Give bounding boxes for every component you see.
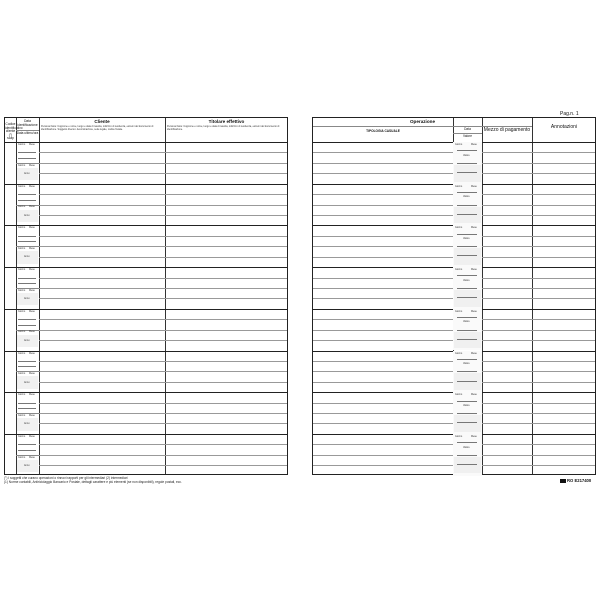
- col-header-date-last: Data ultimo/ora: [16, 131, 39, 135]
- date-field-label: Giorno: [18, 434, 26, 438]
- date-field-label: Mese: [29, 309, 35, 313]
- date-field-label: Giorno: [455, 351, 463, 355]
- client-entry-block[interactable]: [5, 309, 287, 351]
- date-field-label: Mese: [29, 330, 35, 334]
- value-field-label: Valore: [463, 195, 470, 199]
- col-header-owner: Titolare effettivo: [208, 119, 245, 124]
- date-field-label: Giorno: [455, 226, 463, 230]
- operation-entry-block[interactable]: [313, 267, 595, 309]
- client-entry-block[interactable]: [5, 225, 287, 267]
- client-entry-block[interactable]: [5, 434, 287, 476]
- date-field-label: Anno: [24, 463, 30, 467]
- date-field-label: Giorno: [18, 372, 26, 376]
- col-header-payment: Mezzo di pagamento: [483, 127, 531, 133]
- date-field-label: Giorno: [18, 163, 26, 167]
- date-field-label: Giorno: [18, 351, 26, 355]
- date-field-label: Anno: [24, 213, 30, 217]
- date-field-label: Mese: [471, 393, 477, 397]
- date-field-label: Anno: [24, 297, 30, 301]
- date-field-label: Mese: [29, 455, 35, 459]
- client-entry-block[interactable]: [5, 267, 287, 309]
- operation-entry-block[interactable]: [313, 142, 595, 184]
- date-field-label: Mese: [29, 434, 35, 438]
- date-field-label: Mese: [29, 268, 35, 272]
- date-field-label: Giorno: [455, 393, 463, 397]
- date-cell[interactable]: [16, 267, 39, 309]
- footnotes: [4, 477, 294, 485]
- date-field-label: Giorno: [18, 393, 26, 397]
- date-field-label: Giorno: [18, 309, 26, 313]
- owner-note: Persona fisica: Cognome e nome, luogo e data di nascita, indirizzo di residenza, estremi del documento di identificazione.: [167, 125, 280, 131]
- value-field-label: Valore: [463, 362, 470, 366]
- operations-register-table: [312, 117, 596, 475]
- date-field-label: Anno: [24, 380, 30, 384]
- date-field-label: Giorno: [18, 226, 26, 230]
- date-field-label: Mese: [471, 309, 477, 313]
- date-field-label: Giorno: [18, 247, 26, 251]
- date-field-label: Mese: [29, 393, 35, 397]
- col-header-operation: Operazione: [409, 119, 436, 124]
- date-field-label: Mese: [29, 351, 35, 355]
- date-field-label: Mese: [29, 288, 35, 292]
- col-header-date: Data identificazione: [17, 119, 38, 127]
- client-note: Persona fisica: Cognome e nome, luogo e data di nascita, indirizzo di residenza, estremi del documento di identificazione. Soggetto diverso: denominazione, sede legale, codice fiscale.: [41, 125, 154, 131]
- operation-entry-block[interactable]: [313, 434, 595, 476]
- col-header-notes: Annotazioni: [550, 124, 578, 130]
- date-field-label: Mese: [29, 143, 35, 146]
- date-field-label: Mese: [29, 205, 35, 209]
- date-field-label: Mese: [471, 434, 477, 438]
- date-field-label: Anno: [24, 172, 30, 176]
- date-field-label: Giorno: [455, 184, 463, 188]
- operation-entry-block[interactable]: [313, 351, 595, 393]
- date-field-label: Giorno: [18, 143, 26, 146]
- date-cell[interactable]: [16, 142, 39, 184]
- product-code: RO E217400: [560, 478, 591, 483]
- date-field-label: Mese: [29, 372, 35, 376]
- value-field-label: Valore: [463, 403, 470, 407]
- date-value-cell[interactable]: [453, 351, 482, 393]
- operation-entry-block[interactable]: [313, 184, 595, 226]
- date-field-label: Mese: [471, 226, 477, 230]
- date-field-label: Mese: [471, 351, 477, 355]
- value-field-label: Valore: [463, 445, 470, 449]
- date-field-label: Giorno: [18, 268, 26, 272]
- date-cell[interactable]: [16, 434, 39, 476]
- client-entry-block[interactable]: [5, 184, 287, 226]
- date-cell[interactable]: [16, 392, 39, 434]
- col-header-client: Cliente: [94, 119, 110, 124]
- date-field-label: Mese: [29, 247, 35, 251]
- footnote-2: (1) Norme contabili, Antiriciclaggio Bancario e Postale, dettagli carattere e più elementi (se non disponibili), regole postali, ecc.: [4, 479, 182, 484]
- date-field-label: Mese: [29, 163, 35, 167]
- date-field-label: Mese: [29, 184, 35, 188]
- col-header-data: Data: [464, 127, 471, 131]
- date-field-label: Giorno: [455, 268, 463, 272]
- page-number: Pag.n. 1: [560, 111, 579, 117]
- footnote-1: (°) I soggetti che curano operazioni o rinnovi rapporti per gli intermediari (2) intermediari: [4, 476, 128, 480]
- client-register-table: [4, 117, 288, 475]
- brand-mark-icon: [560, 479, 566, 483]
- date-cell[interactable]: [16, 309, 39, 351]
- date-field-label: Mese: [471, 184, 477, 188]
- value-field-label: Valore: [463, 153, 470, 157]
- date-field-label: Mese: [471, 143, 477, 146]
- date-value-cell[interactable]: [453, 184, 482, 226]
- date-value-cell[interactable]: [453, 434, 482, 476]
- value-field-label: Valore: [463, 278, 470, 282]
- date-field-label: Giorno: [18, 455, 26, 459]
- date-field-label: Giorno: [455, 434, 463, 438]
- value-field-label: Valore: [463, 320, 470, 324]
- client-entry-block[interactable]: [5, 142, 287, 184]
- date-field-label: Mese: [29, 413, 35, 417]
- date-value-cell[interactable]: [453, 142, 482, 184]
- date-cell[interactable]: [16, 351, 39, 393]
- date-value-cell[interactable]: [453, 392, 482, 434]
- client-entry-block[interactable]: [5, 392, 287, 434]
- col-header-value: Valore: [463, 134, 472, 138]
- date-field-label: Anno: [24, 338, 30, 342]
- operation-entry-block[interactable]: [313, 309, 595, 351]
- date-value-cell[interactable]: [453, 267, 482, 309]
- date-cell[interactable]: [16, 225, 39, 267]
- date-field-label: Giorno: [18, 288, 26, 292]
- date-field-label: Giorno: [455, 309, 463, 313]
- date-field-label: Mese: [471, 268, 477, 272]
- date-field-label: Mese: [29, 226, 35, 230]
- date-field-label: Giorno: [18, 184, 26, 188]
- date-cell[interactable]: [16, 184, 39, 226]
- date-field-label: Giorno: [18, 413, 26, 417]
- date-field-label: Giorno: [18, 205, 26, 209]
- date-field-label: Giorno: [455, 143, 463, 146]
- date-field-label: Anno: [24, 422, 30, 426]
- col-header-type: TIPOLOGIA CASUALE: [366, 129, 400, 133]
- value-field-label: Valore: [463, 237, 470, 241]
- operation-entry-block[interactable]: [313, 392, 595, 434]
- date-field-label: Giorno: [18, 330, 26, 334]
- operation-entry-block[interactable]: [313, 225, 595, 267]
- date-field-label: Anno: [24, 255, 30, 259]
- date-value-cell[interactable]: [453, 309, 482, 351]
- client-entry-block[interactable]: [5, 351, 287, 393]
- date-value-cell[interactable]: [453, 225, 482, 267]
- col-header-code: Codice identificativo cliente (°) scap: [5, 122, 23, 141]
